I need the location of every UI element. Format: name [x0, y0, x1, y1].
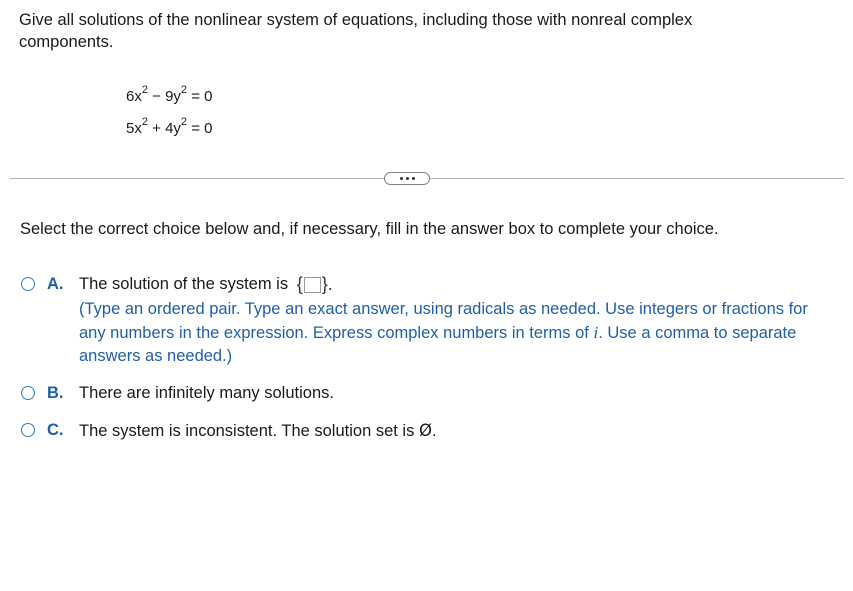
choice-a-letter: A. — [47, 275, 64, 293]
choice-c-content — [79, 419, 437, 443]
period: . — [327, 274, 333, 295]
equation-2-exponent-1: 2 — [141, 116, 148, 128]
choice-c[interactable] — [21, 419, 437, 443]
choice-b-text: There are infinitely many solutions. — [79, 384, 334, 402]
ellipsis-icon — [400, 177, 403, 180]
equation-1-term-2: − 9y — [147, 88, 181, 105]
choice-c-period: . — [431, 422, 437, 440]
equation-2 — [126, 108, 212, 140]
equation-2-exponent-2: 2 — [180, 116, 188, 128]
choice-b-letter: B. — [47, 384, 64, 402]
choice-b[interactable] — [21, 382, 334, 405]
equation-1-exponent-2: 2 — [180, 84, 188, 96]
hint-text-2: . Use a comma to separate answers as needed.) — [79, 324, 797, 366]
instruction-text: Select the correct choice below and, if necessary, fill in the answer box to complete your choice. — [20, 220, 719, 238]
hint-italic-i: i — [593, 323, 599, 343]
equation-1-term-1: 6x — [126, 88, 142, 105]
equation-2-term-1: 5x — [126, 120, 142, 137]
equation-system — [126, 76, 212, 140]
choice-c-radio[interactable] — [21, 423, 35, 437]
equation-1 — [126, 76, 212, 108]
choice-a-content — [79, 273, 809, 368]
equation-1-rhs: = 0 — [187, 88, 213, 105]
choice-a-text: The solution of the system is — [79, 275, 289, 293]
choice-a-statement — [79, 273, 809, 296]
empty-set-symbol: Ø — [418, 421, 432, 440]
question-line-1: Give all solutions of the nonlinear system of equations, including those with nonreal complex — [19, 11, 693, 29]
brace-open: { — [296, 274, 303, 295]
question-text — [19, 9, 819, 53]
ellipsis-icon — [406, 177, 409, 180]
choice-b-radio[interactable] — [21, 386, 35, 400]
equation-1-exponent-1: 2 — [141, 84, 148, 96]
hint-text-1: (Type an ordered pair. Type an exact answer, using radicals as needed. Use integers or fractions for any numbers in the expression. Express complex numbers in terms of — [79, 300, 808, 343]
choice-a[interactable] — [21, 273, 809, 368]
ellipsis-icon — [412, 177, 415, 180]
choice-a-hint — [79, 298, 809, 368]
choice-a-radio[interactable] — [21, 277, 35, 291]
choice-c-text: The system is inconsistent. The solution set is — [79, 422, 415, 440]
equation-2-term-2: + 4y — [147, 120, 181, 137]
expand-more-button[interactable] — [384, 172, 430, 185]
answer-set — [297, 273, 333, 296]
question-line-2: components. — [19, 33, 114, 51]
answer-input-box[interactable] — [304, 277, 321, 293]
equation-2-rhs: = 0 — [187, 120, 213, 137]
choice-c-letter: C. — [47, 421, 64, 439]
brace-close: } — [321, 274, 328, 295]
